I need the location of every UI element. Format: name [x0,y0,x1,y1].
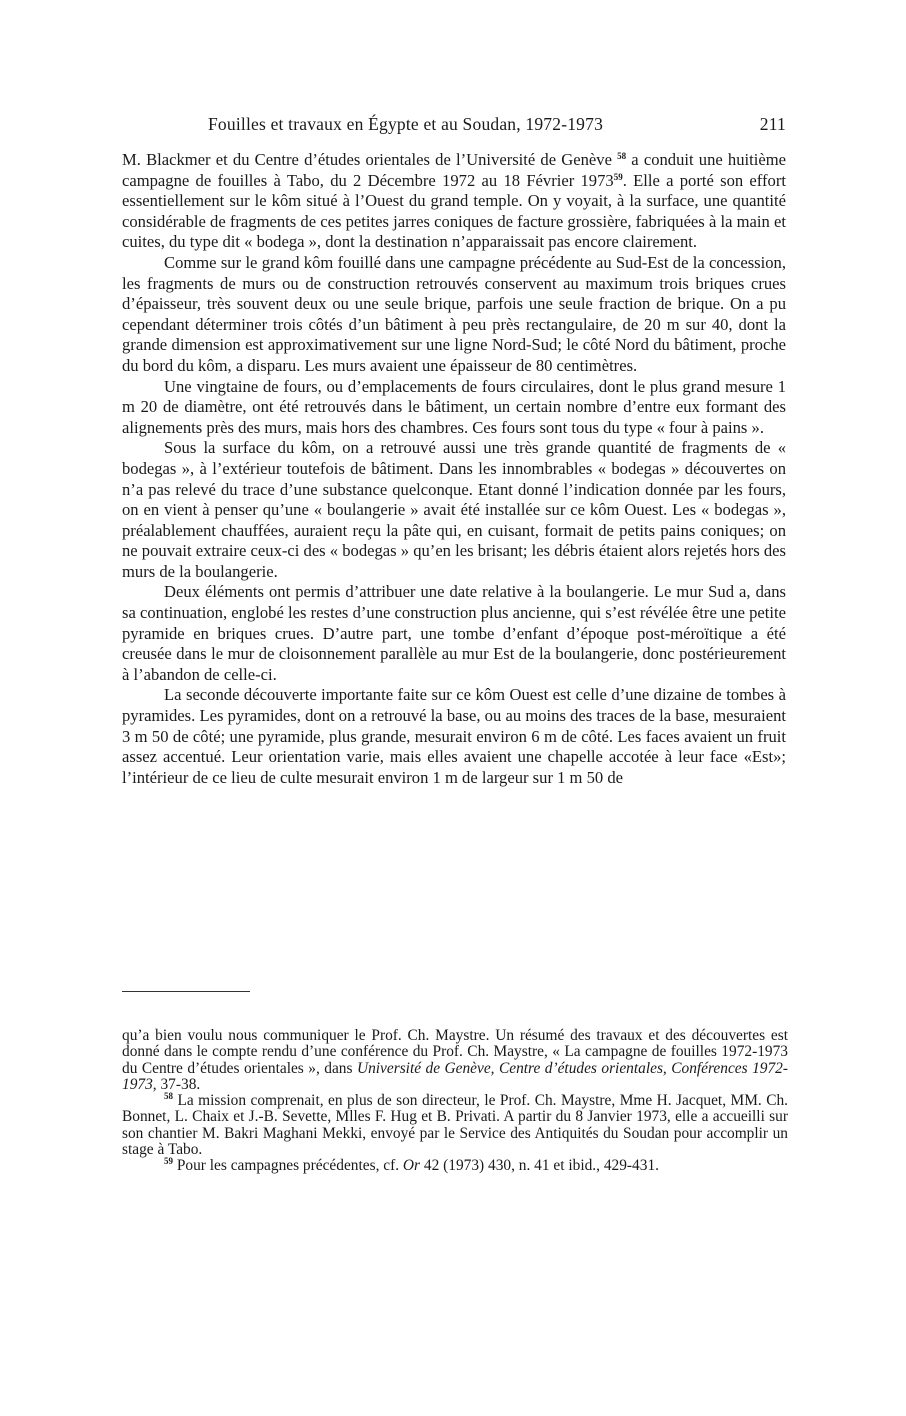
paragraph-1-text-b: a conduit une huitième campagne de fouilles à Tabo, du 2 Décembre 1972 au 18 Février 1973 [122,150,786,190]
footnote-continuation-text-b: 37-38. [156,1075,201,1093]
paragraph-6: La seconde découverte importante faite sur ce kôm Ouest est celle d’une dizaine de tombes à pyramides. Les pyramides, dont on a retrouvé la base, ou au moins des traces de la base, mesuraient 3 m 50 de côté; une pyramide, plus grande, mesurait environ 6 m de côté. Les faces avaient un fruit assez accentué. Leur orientation varie, mais elles avaient une chapelle accotée à leur face «Est»; l’intérieur de ce lieu de culte mesurait environ 1 m de largeur sur 1 m 50 de [122,685,786,787]
paragraph-2: Comme sur le grand kôm fouillé dans une campagne précédente au Sud-Est de la concession, les fragments de murs ou de construction retrouvés conservent au maximum trois briques crues d’épaisseur, très souvent deux ou une seule brique, parfois une seule fraction de brique. On a pu cependant déterminer trois côtés d’un bâtiment à peu près rectangulaire, de 20 m sur 40, dont la grande dimension est approximativement sur une ligne Nord-Sud; le côté Nord du bâtiment, proche du bord du kôm, a disparu. Les murs avaient une épaisseur de 80 centimètres. [122,252,786,375]
running-title: Fouilles et travaux en Égypte et au Soudan, 1972-1973 [208,114,604,134]
footnote-59-text-a: Pour les campagnes précédentes, cf. [173,1157,403,1175]
footnote-59-number: 59 [164,1156,173,1167]
footnote-59-text-b: 42 (1973) 430, n. 41 et ibid., 429-431. [420,1157,659,1175]
footnote-ref-58: 58 [617,151,627,161]
paragraph-4: Sous la surface du kôm, on a retrouvé aussi une très grande quantité de fragments de « bodegas », à l’extérieur toutefois de bâtiment. Dans les innombrables « bodegas » découvertes on n’a pas relevé du trace d’une substance quelconque. Etant donné l’indication donnée par les fours, on en vient à penser qu’une « boulangerie » avait été installée sur ce kôm Ouest. Les « bodegas », préalablement chauffées, auraient reçu la pâte qui, en cuisant, formait de petits pains coniques; on ne pouvait extraire ceux-ci des « bodegas » qu’en les brisant; les débris étaient alors rejetés hors des murs de la boulangerie. [122,438,786,581]
paragraph-5: Deux éléments ont permis d’attribuer une date relative à la boulangerie. Le mur Sud a, dans sa continuation, englobé les restes d’une construction plus ancienne, qui s’est révélée être une petite pyramide en briques crues. D’autre part, une tombe d’enfant d’époque post-méroïtique a été creusée dans le mur de cloisonnement parallèle au mur Est de la boulangerie, donc postérieurement à l’abandon de celle-ci. [122,582,786,684]
footnotes [122,1028,788,1175]
footnote-ref-59: 59 [613,171,623,182]
page-number: 211 [759,114,786,134]
footnote-continuation [122,1028,788,1093]
paragraph-3: Une vingtaine de fours, ou d’emplacements de fours circulaires, dont le plus grand mesure 1 m 20 de diamètre, ont été retrouvés dans le bâtiment, un certain nombre d’entre eux formant des alignements près des murs, mais hors des chambres. Ces fours sont tous du type « four à pains ». [122,376,786,437]
footnote-continuation-italic: Université de Genève, Centre d’études orientales, Conférences 1972-1973, [122,1059,788,1093]
footnote-58 [122,1093,788,1158]
paragraph-1-text-c: . Elle a porté son effort essentiellement sur le kôm situé à l’Ouest du grand temple. On y voyait, à la surface, une quantité considérable de fragments de ces petites jarres coniques de facture grossière, fabriquées à la main et cuites, du type dit « bodega », dont la destination n’apparaissait pas encore clairement. [122,170,786,252]
footnote-58-text: La mission comprenait, en plus de son directeur, le Prof. Ch. Maystre, Mme H. Jacquet, MM. Ch. Bonnet, L. Chaix et J.-B. Sevette, Mlles F. Hug et B. Privati. A partir du 8 Janvier 1973, elle a accueilli sur son chantier M. Bakri Maghani Mekki, envoyé par le Service des Antiquités du Soudan pour accomplir un stage à Tabo. [122,1092,788,1159]
footnote-58-number: 58 [164,1091,173,1102]
footnote-59 [122,1158,788,1174]
paragraph-1-text-a: M. Blackmer et du Centre d’études orientales de l’Université de Genève [122,150,618,169]
footnote-rule [122,991,250,992]
main-text [122,150,786,788]
footnote-continuation-text-a: qu’a bien voulu nous communiquer le Prof. Ch. Maystre. Un résumé des travaux et des découvertes est donné dans le compte rendu d’une conférence du Prof. Ch. Maystre, « La campagne de fouilles 1972-1973 du Centre d’études orientales », dans [122,1027,788,1077]
footnote-59-italic: Or [402,1157,421,1175]
paragraph-1 [122,150,786,253]
